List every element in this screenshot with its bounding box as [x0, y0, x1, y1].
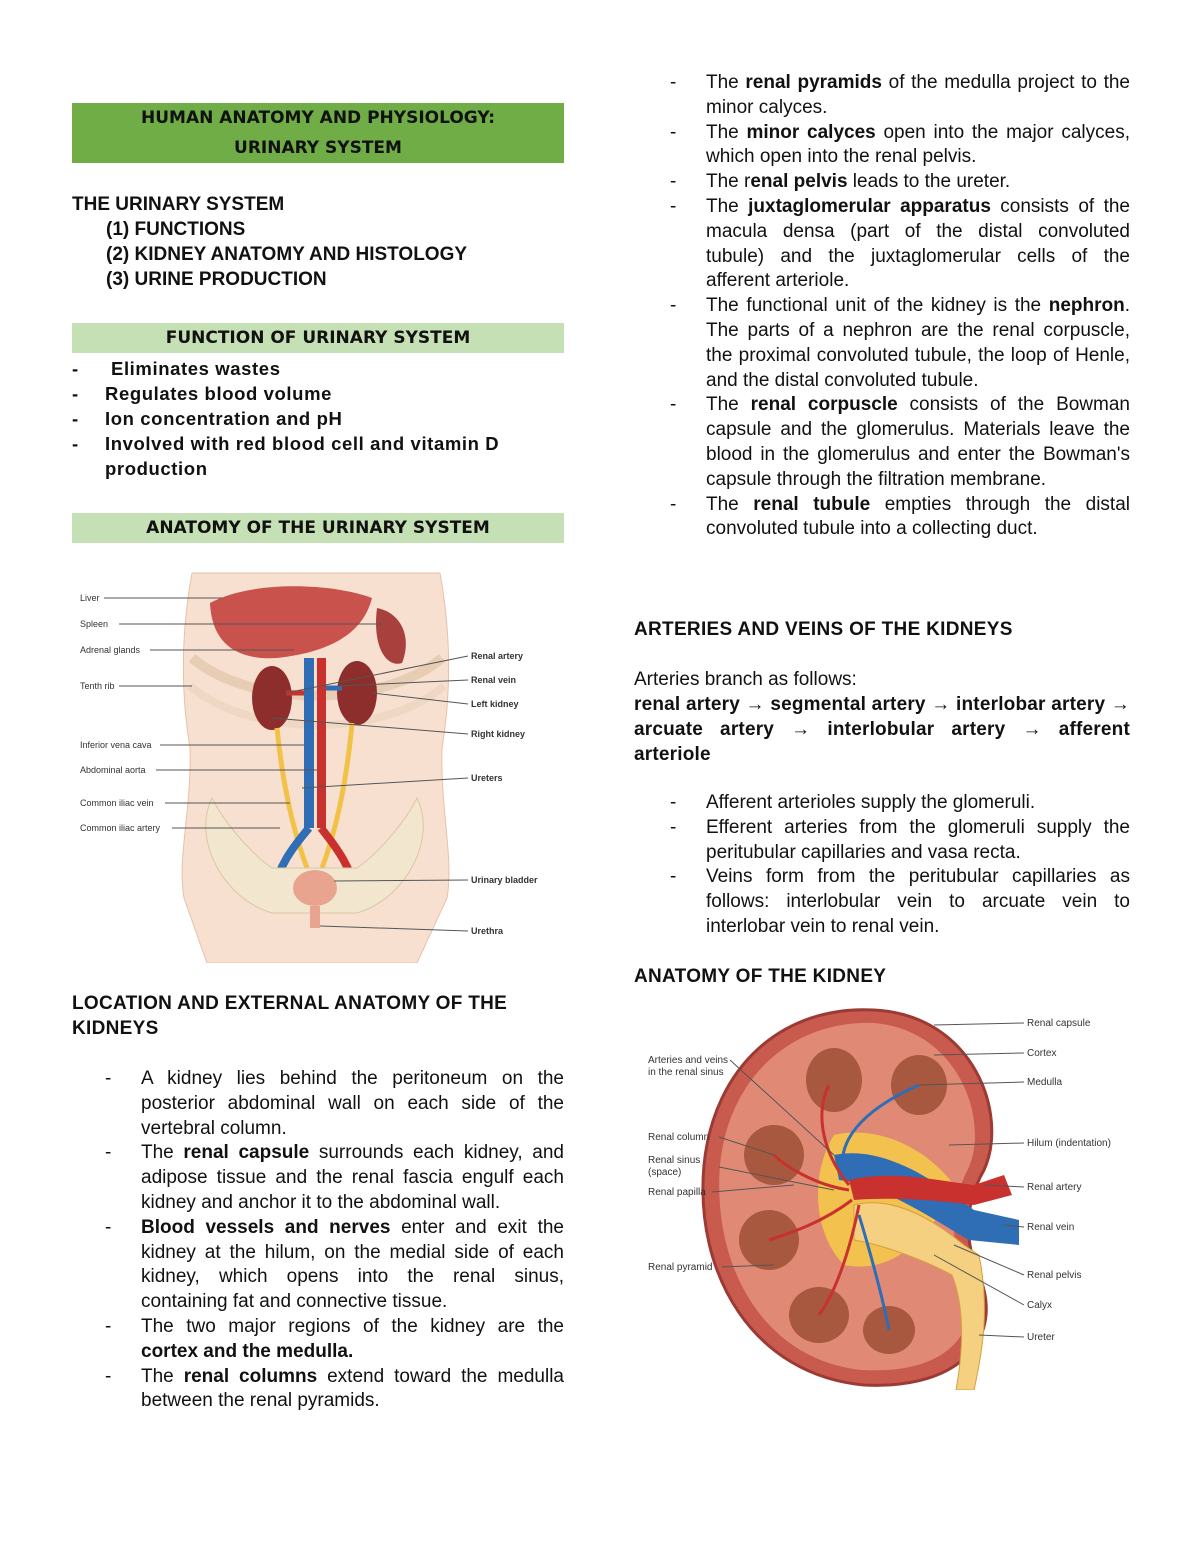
outline	[72, 192, 467, 292]
label-arteries-veins-2: in the renal sinus	[648, 1067, 724, 1078]
function-list	[72, 356, 565, 481]
label-cortex: Cortex	[1027, 1048, 1057, 1059]
list-item: - The renal pelvis leads to the ureter.	[670, 171, 1011, 193]
list-item: - The functional unit of the kidney is the nephron. The parts of a nephron are the renal corpuscle, the proximal convoluted tubule, the loop of Henle, and the distal convoluted tubule.	[670, 295, 1130, 391]
arteries-heading: ARTERIES AND VEINS OF THE KIDNEYS	[634, 619, 1013, 640]
kidney-cross-section-figure	[634, 1005, 1130, 1390]
left-kidney	[337, 661, 377, 725]
label-tenth-rib: Tenth rib	[80, 681, 115, 691]
outline-item: (1) FUNCTIONS	[106, 219, 246, 240]
right-kidney	[252, 666, 292, 730]
list-item: - A kidney lies behind the peritoneum on the posterior abdominal wall on each side of the vertebral column.	[105, 1068, 564, 1139]
list-item: - The renal pyramids of the medulla project to the minor calyces.	[670, 72, 1130, 118]
list-item: - Veins form from the peritubular capillaries as follows: interlobular vein to arcuate vein to interlobar vein to renal vein.	[670, 866, 1130, 937]
label-renal-vein: Renal vein	[471, 675, 517, 685]
location-list	[105, 1067, 564, 1414]
list-item: - The renal corpuscle consists of the Bowman capsule and the glomerulus. Materials leave the blood in the glomerulus and enter the Bowman's capsule through the filtration membrane.	[670, 394, 1130, 490]
label-adrenal-glands: Adrenal glands	[80, 645, 141, 655]
label-medulla: Medulla	[1027, 1077, 1063, 1088]
label-spleen: Spleen	[80, 619, 109, 629]
label-ureter: Ureter	[1027, 1332, 1055, 1343]
label-ureters: Ureters	[471, 773, 503, 783]
list-item: - Regulates blood volume	[72, 383, 333, 404]
list-item: - Blood vessels and nerves enter and exit the kidney at the hilum, on the medial side of each kidney, which opens into the renal sinus, containing fat and connective tissue.	[105, 1216, 564, 1313]
label-renal-artery: Renal artery	[471, 651, 524, 661]
artery-branch-chain: renal artery → segmental artery → interlobar artery → arcuate artery → interlobular artery → afferent arteriole	[634, 694, 1130, 765]
outline-item: (2) KIDNEY ANATOMY AND HISTOLOGY	[106, 244, 468, 265]
title-line-1: HUMAN ANATOMY AND PHYSIOLOGY:	[141, 108, 495, 128]
label-abdominal-aorta: Abdominal aorta	[80, 765, 146, 775]
function-banner: FUNCTION OF URINARY SYSTEM	[72, 323, 564, 353]
label-renal-papilla: Renal papilla	[648, 1187, 706, 1198]
label-liver: Liver	[80, 593, 100, 603]
outline-item: (3) URINE PRODUCTION	[106, 269, 327, 290]
kidney-anatomy-heading: ANATOMY OF THE KIDNEY	[634, 966, 887, 987]
label-renal-vein: Renal vein	[1027, 1222, 1075, 1233]
label-arteries-veins: Arteries and veins	[648, 1055, 729, 1066]
arteries-intro: Arteries branch as follows:	[634, 669, 857, 690]
urinary-system-figure	[72, 568, 564, 963]
label-hilum: Hilum (indentation)	[1027, 1138, 1111, 1149]
label-calyx: Calyx	[1027, 1300, 1053, 1311]
urinary-bladder	[293, 870, 337, 906]
urethra	[310, 906, 320, 928]
list-item: - Eliminates wastes	[72, 358, 281, 379]
location-heading: LOCATION AND EXTERNAL ANATOMY OF THE KIDNEYS	[72, 993, 508, 1039]
aorta	[317, 658, 326, 828]
label-right-kidney: Right kidney	[471, 729, 526, 739]
list-item: - Efferent arteries from the glomeruli supply the peritubular capillaries and vasa recta.	[670, 816, 1130, 863]
label-urethra: Urethra	[471, 926, 504, 936]
label-renal-sinus-space: (space)	[648, 1167, 682, 1178]
label-renal-capsule: Renal capsule	[1027, 1018, 1091, 1029]
list-item: - The minor calyces open into the major calyces, which open into the renal pelvis.	[670, 121, 1130, 168]
anatomy-banner: ANATOMY OF THE URINARY SYSTEM	[72, 513, 564, 543]
label-renal-pelvis: Renal pelvis	[1027, 1270, 1082, 1281]
outline-heading: THE URINARY SYSTEM	[72, 194, 285, 215]
label-renal-sinus: Renal sinus	[648, 1155, 701, 1166]
list-item: - The renal tubule empties through the distal convoluted tubule into a collecting duct.	[670, 493, 1130, 540]
vena-cava	[304, 658, 314, 828]
label-common-iliac-vein: Common iliac vein	[80, 798, 154, 808]
label-renal-column: Renal column	[648, 1132, 710, 1143]
list-item: - Afferent arterioles supply the glomeruli.	[670, 792, 1036, 813]
list-item: - The two major regions of the kidney are the cortex and the medulla.	[105, 1315, 564, 1362]
label-left-kidney: Left kidney	[471, 699, 519, 709]
list-item: - The renal columns extend toward the medulla between the renal pyramids.	[105, 1365, 564, 1412]
label-urinary-bladder: Urinary bladder	[471, 875, 538, 885]
list-item: - The juxtaglomerular apparatus consists of the macula densa (part of the distal convoluted tubule) and the juxtaglomerular cells of the afferent arteriole.	[670, 195, 1130, 292]
list-item: - Ion concentration and pH	[72, 408, 343, 429]
renal-pyramid	[806, 1048, 862, 1112]
list-item: - Involved with red blood cell and vitamin D production	[72, 433, 500, 479]
kidney-structure-list	[670, 71, 1130, 542]
label-renal-pyramid: Renal pyramid	[648, 1262, 713, 1273]
arteries-list	[670, 791, 1130, 940]
title-banner	[72, 103, 564, 163]
title-line-2: URINARY SYSTEM	[234, 138, 402, 158]
label-renal-artery: Renal artery	[1027, 1182, 1082, 1193]
label-common-iliac-artery: Common iliac artery	[80, 823, 161, 833]
label-inferior-vena-cava: Inferior vena cava	[80, 740, 152, 750]
list-item: - The renal capsule surrounds each kidney, and adipose tissue and the renal fascia engulf each kidney and anchor it to the abdominal wall.	[105, 1142, 564, 1213]
